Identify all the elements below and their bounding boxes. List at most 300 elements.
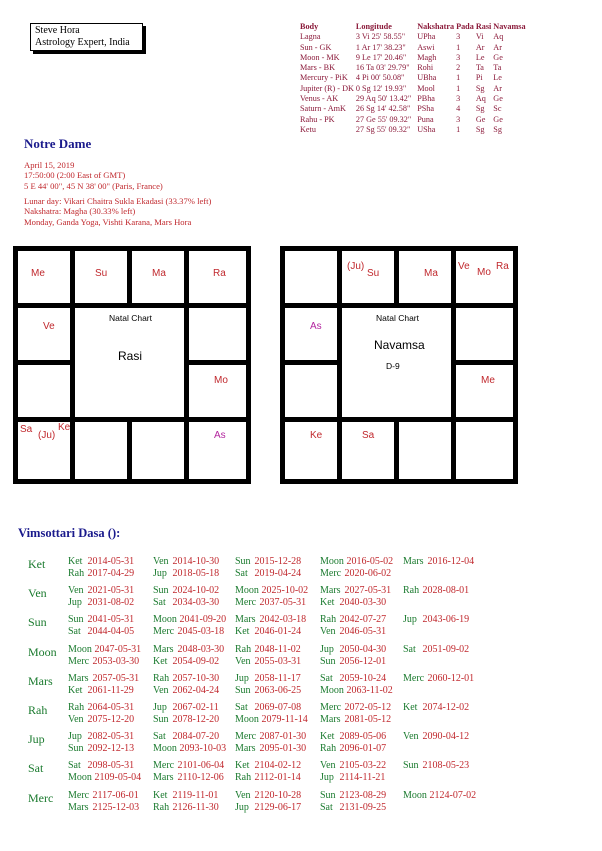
- dasa-sub-date: 2021-05-31: [87, 585, 135, 597]
- dasa-sub-date: 2061-11-29: [87, 684, 134, 696]
- navamsa-house-11: [285, 308, 337, 360]
- rasi-planet-sun: Su: [95, 268, 108, 279]
- dasa-sub-date: 2042-07-27: [339, 614, 387, 626]
- navamsa-chart-label: Natal Chart: [376, 313, 419, 323]
- panchang-details: [24, 196, 211, 227]
- dasa-sub-period: [235, 644, 301, 656]
- planet-cell: UPha: [417, 32, 436, 42]
- dasa-sub-planet: Sun: [68, 614, 84, 626]
- dasa-main-period: Ven: [28, 586, 47, 601]
- dasa-sub-planet: Ven: [320, 626, 336, 638]
- dasa-sub-date: 2019-04-24: [254, 568, 302, 579]
- dasa-main-period: Sat: [28, 761, 44, 776]
- dasa-sub-period: [320, 802, 386, 814]
- dasa-sub-planet: Sat: [320, 801, 333, 813]
- navamsa-house-6: [456, 422, 513, 479]
- dasa-sub-period: [235, 614, 306, 626]
- dasa-sub-date: 2014-05-31: [87, 556, 135, 567]
- dasa-sub-date: 2043-06-19: [422, 614, 470, 626]
- planet-cell: Sg: [475, 104, 485, 114]
- dasa-sub-period: [320, 656, 386, 668]
- dasa-sub-date: 2037-05-31: [259, 597, 307, 609]
- planet-cell: 16 Ta 03' 29.79": [355, 63, 410, 73]
- navamsa-house-1: [342, 251, 394, 303]
- dasa-sub-date: 2028-08-01: [422, 585, 470, 597]
- dasa-sub-planet: Moon: [235, 714, 259, 725]
- dasa-sub-planet: Moon: [68, 772, 92, 784]
- dasa-sub-period: [68, 802, 139, 814]
- dasa-sub-date: 2015-12-28: [254, 556, 302, 567]
- dasa-sub-planet: Sun: [235, 556, 251, 567]
- dasa-row: [28, 673, 588, 703]
- planet-cell: 27 Ge 55' 09.32": [355, 114, 412, 124]
- planet-cell: Jupiter (R) - DK: [300, 83, 354, 93]
- dasa-sub-planet: Merc: [320, 568, 342, 579]
- dasa-sub-date: 2104-02-12: [254, 760, 302, 772]
- dasa-sub-planet: Mars: [403, 556, 424, 567]
- dasa-sub-date: 2117-06-01: [92, 789, 139, 801]
- planet-cell: 29 Aq 50' 13.42": [355, 94, 412, 104]
- planet-row: [300, 73, 528, 83]
- rasi-house-10: [18, 365, 70, 417]
- dasa-sub-date: 2120-10-28: [254, 789, 302, 801]
- dasa-sub-period: [153, 772, 224, 784]
- dasa-sub-date: 2069-07-08: [254, 702, 302, 713]
- rasi-planet-saturn: Sa: [20, 424, 33, 435]
- dasa-sub-date: 2067-02-11: [172, 702, 219, 713]
- dasa-sub-date: 2025-10-02: [261, 585, 309, 597]
- dasa-sub-planet: Rah: [235, 772, 252, 784]
- dasa-sub-period: [235, 685, 301, 697]
- planet-cell: Ge: [493, 94, 503, 104]
- dasa-sub-planet: Rah: [235, 643, 252, 655]
- dasa-sub-date: 2075-12-20: [87, 714, 135, 725]
- dasa-sub-period: [320, 790, 386, 802]
- dasa-sub-date: 2098-05-31: [87, 760, 135, 772]
- author-box: [30, 23, 143, 51]
- dasa-sub-date: 2108-05-23: [422, 760, 470, 772]
- dasa-sub-date: 2119-11-01: [172, 789, 219, 801]
- navamsa-planet-sun: Su: [367, 268, 380, 279]
- dasa-sub-period: [153, 760, 224, 772]
- dasa-sub-period: [68, 556, 134, 568]
- rasi-house-7: [132, 422, 184, 479]
- dasa-sub-date: 2046-05-31: [339, 626, 387, 638]
- navamsa-house-9: [285, 422, 337, 479]
- navamsa-planet-moon: Mo: [477, 267, 491, 278]
- rasi-house-3: [189, 251, 246, 303]
- dasa-sub-period: [68, 673, 139, 685]
- navamsa-planet-venus: Ve: [458, 261, 470, 272]
- planet-cell: Le: [493, 73, 502, 83]
- dasa-sub-period: [320, 585, 391, 597]
- dasa-sub-date: 2062-04-24: [172, 684, 220, 696]
- dasa-sub-period: [403, 760, 469, 772]
- rasi-house-6: [189, 422, 246, 479]
- planet-cell: Sc: [493, 104, 502, 114]
- dasa-sub-date: 2096-01-07: [339, 743, 387, 755]
- dasa-main-period: Merc: [28, 790, 54, 805]
- dasa-sub-period: [403, 614, 469, 626]
- dasa-sub-period: [153, 614, 226, 626]
- dasa-sub-date: 2027-05-31: [344, 585, 392, 597]
- dasa-sub-period: [153, 743, 226, 755]
- dasa-sub-period: [68, 702, 134, 714]
- dasa-sub-period: [153, 568, 219, 580]
- dasa-sub-date: 2059-10-24: [339, 672, 387, 684]
- planet-cell: 3: [456, 94, 461, 104]
- dasa-sub-date: 2014-10-30: [172, 556, 220, 567]
- dasa-sub-date: 2087-01-30: [259, 731, 307, 743]
- dasa-sub-planet: Ket: [320, 597, 335, 609]
- planet-cell: Magh: [417, 52, 437, 62]
- lunar-day: Lunar day: Vikari Chaitra Sukla Ekadasi (33.37% left): [24, 196, 212, 206]
- rasi-ascendant: As: [214, 430, 226, 441]
- planet-cell: Sun - GK: [300, 42, 332, 52]
- dasa-sub-period: [235, 743, 306, 755]
- dasa-sub-date: 2060-12-01: [427, 672, 475, 684]
- dasa-sub-period: [320, 743, 386, 755]
- planet-col-header: Longitude: [355, 22, 392, 31]
- dasa-sub-period: [153, 597, 219, 609]
- dasa-sub-period: [403, 644, 469, 656]
- rasi-planet-rahu: Ra: [213, 268, 226, 279]
- rasi-planet-jupiter: (Ju): [38, 430, 56, 441]
- rasi-chart-name: Rasi: [118, 349, 143, 363]
- dasa-sub-planet: Mars: [235, 743, 256, 755]
- planet-cell: Sg: [475, 83, 485, 93]
- dasa-sub-planet: Sat: [320, 672, 333, 684]
- navamsa-planet-jupiter: (Ju): [347, 261, 365, 272]
- dasa-sub-date: 2125-12-03: [92, 801, 140, 813]
- planet-cell: 9 Le 17' 20.46": [355, 52, 407, 62]
- dasa-sub-period: [153, 685, 219, 697]
- dasa-sub-period: [153, 656, 219, 668]
- rasi-center: [75, 308, 184, 417]
- dasa-main-period: Mars: [28, 673, 53, 688]
- dasa-sub-date: 2024-10-02: [172, 585, 220, 597]
- dasa-sub-date: 2082-05-31: [87, 731, 135, 743]
- planet-cell: Venus - AK: [300, 94, 339, 104]
- dasa-sub-period: [153, 556, 219, 568]
- dasa-sub-planet: Ven: [153, 684, 169, 696]
- dasa-sub-date: 2072-05-12: [344, 702, 392, 713]
- dasa-sub-date: 2063-06-25: [254, 684, 302, 696]
- dasa-sub-period: [403, 556, 474, 568]
- dasa-sub-planet: Mars: [235, 614, 256, 626]
- planet-cell: Moon - MK: [300, 52, 340, 62]
- dasa-sub-date: 2041-09-20: [179, 614, 227, 626]
- dasa-sub-date: 2018-05-18: [172, 568, 220, 579]
- dasa-sub-period: [68, 614, 134, 626]
- rasi-house-9: [18, 422, 70, 479]
- planet-cell: Ar: [493, 42, 502, 52]
- rasi-house-1: [75, 251, 127, 303]
- dasa-sub-planet: Ven: [153, 556, 169, 567]
- planet-cell: 1: [456, 83, 461, 93]
- dasa-sub-period: [320, 626, 386, 638]
- dasa-sub-period: [320, 556, 393, 568]
- dasa-sub-period: [153, 644, 224, 656]
- navamsa-planet-mars: Ma: [424, 268, 438, 279]
- dasa-sub-period: [320, 568, 391, 580]
- dasa-sub-planet: Ket: [235, 760, 250, 772]
- navamsa-house-10: [285, 365, 337, 417]
- dasa-sub-period: [320, 673, 386, 685]
- dasa-sub-period: [320, 685, 393, 697]
- dasa-row: [28, 556, 588, 586]
- planet-row: [300, 115, 528, 125]
- dasa-sub-planet: Sat: [68, 760, 81, 772]
- dasa-sub-planet: Merc: [235, 731, 257, 743]
- dasa-sub-date: 2095-01-30: [259, 743, 307, 755]
- dasa-sub-date: 2016-05-02: [346, 556, 394, 567]
- dasa-sub-planet: Ven: [320, 760, 336, 772]
- planet-table: [300, 22, 528, 135]
- navamsa-house-5: [456, 365, 513, 417]
- author-title: Astrology Expert, India: [35, 37, 130, 48]
- planet-table-body: [300, 32, 528, 135]
- dasa-main-period: Jup: [28, 732, 45, 747]
- dasa-sub-date: 2045-03-18: [177, 626, 225, 638]
- birth-details: [24, 160, 163, 191]
- planet-row: [300, 32, 528, 42]
- dasa-sub-period: [153, 702, 219, 714]
- dasa-sub-date: 2090-04-12: [422, 731, 470, 743]
- dasa-sub-planet: Ket: [320, 731, 335, 743]
- dasa-sub-date: 2131-09-25: [339, 801, 387, 813]
- dasa-sub-period: [235, 714, 308, 726]
- dasa-sub-date: 2110-12-06: [177, 772, 224, 784]
- dasa-row: [28, 702, 588, 732]
- dasa-sub-date: 2031-08-02: [87, 597, 135, 609]
- dasa-sub-planet: Merc: [320, 702, 342, 713]
- dasa-sub-date: 2020-06-02: [344, 568, 392, 579]
- planet-cell: 27 Sg 55' 09.32": [355, 124, 411, 134]
- dasa-sub-date: 2016-12-04: [427, 556, 475, 567]
- dasa-sub-planet: Merc: [153, 626, 175, 638]
- dasa-sub-planet: Ket: [153, 655, 168, 667]
- planet-cell: UBha: [417, 73, 437, 83]
- dasa-sub-period: [235, 760, 301, 772]
- dasa-sub-date: 2081-05-12: [344, 714, 392, 725]
- dasa-sub-period: [320, 614, 386, 626]
- planet-row: [300, 63, 528, 73]
- navamsa-house-2: [399, 251, 451, 303]
- dasa-sub-planet: Mars: [153, 643, 174, 655]
- dasa-sub-planet: Sat: [235, 568, 248, 579]
- navamsa-planet-rahu: Ra: [496, 261, 509, 272]
- dasa-sub-period: [153, 714, 219, 726]
- dasa-sub-planet: Rah: [320, 614, 337, 626]
- dasa-sub-period: [235, 556, 301, 568]
- dasa-sub-date: 2048-03-30: [177, 643, 225, 655]
- planet-cell: Aq: [493, 32, 504, 42]
- dasa-sub-date: 2047-05-31: [94, 643, 142, 655]
- dasa-main-period: Moon: [28, 644, 57, 659]
- dasa-sub-date: 2054-09-02: [172, 655, 220, 667]
- dasa-sub-period: [320, 772, 385, 784]
- dasa-sub-date: 2124-07-02: [429, 789, 477, 801]
- navamsa-house-4: [456, 308, 513, 360]
- dasa-sub-date: 2063-11-02: [346, 684, 393, 696]
- rasi-planet-ketu: Ke: [58, 422, 71, 433]
- dasa-sub-planet: Merc: [68, 655, 90, 667]
- planet-cell: Aswi: [417, 42, 435, 52]
- dasa-sub-period: [153, 802, 219, 814]
- dasa-sub-planet: Ket: [403, 702, 418, 713]
- dasa-sub-date: 2079-11-14: [261, 714, 308, 725]
- dasa-sub-period: [235, 626, 301, 638]
- dasa-sub-date: 2053-03-30: [92, 655, 140, 667]
- dasa-sub-planet: Ket: [235, 626, 250, 638]
- planet-cell: 2: [456, 63, 461, 73]
- navamsa-house-12: [285, 251, 337, 303]
- planet-cell: Ta: [475, 63, 484, 73]
- dasa-sub-planet: Moon: [320, 684, 344, 696]
- planet-cell: 3: [456, 32, 461, 42]
- dasa-sub-period: [320, 644, 386, 656]
- dasa-sub-period: [235, 772, 301, 784]
- rasi-planet-mercury: Me: [31, 268, 45, 279]
- navamsa-house-8: [342, 422, 394, 479]
- planet-cell: PBha: [417, 94, 435, 104]
- planet-row: [300, 125, 528, 135]
- dasa-sub-period: [320, 714, 391, 726]
- dasa-sub-period: [68, 597, 134, 609]
- dasa-sub-period: [403, 585, 469, 597]
- dasa-sub-period: [403, 673, 474, 685]
- planet-cell: Mars - BK: [300, 63, 336, 73]
- dasa-sub-planet: Ket: [68, 556, 83, 567]
- dasa-sub-planet: Moon: [320, 556, 344, 567]
- dasa-title: Vimsottari Dasa ():: [18, 526, 121, 540]
- planet-cell: Ge: [493, 52, 503, 62]
- dasa-main-period: Ket: [28, 557, 46, 571]
- navamsa-chart-name: Navamsa: [374, 338, 425, 352]
- dasa-sub-date: 2112-01-14: [254, 772, 301, 784]
- planet-cell: PSha: [417, 104, 435, 114]
- planet-cell: 3: [456, 52, 461, 62]
- dasa-sub-planet: Sat: [235, 702, 248, 713]
- rasi-chart-label: Natal Chart: [109, 313, 152, 323]
- dasa-sub-date: 2089-05-06: [339, 731, 387, 743]
- dasa-main-period: Rah: [28, 703, 48, 717]
- dasa-sub-planet: Jup: [153, 568, 167, 579]
- dasa-sub-period: [235, 790, 301, 802]
- navamsa-house-3: [456, 251, 513, 303]
- dasa-sub-planet: Jup: [153, 702, 167, 713]
- nakshatra-info: Nakshatra: Magha (30.33% left): [24, 206, 136, 217]
- dasa-sub-planet: Merc: [153, 760, 175, 772]
- dasa-sub-planet: Jup: [403, 614, 417, 626]
- dasa-sub-period: [320, 731, 386, 743]
- birth-date: April 15, 2019: [24, 160, 75, 170]
- navamsa-planet-mercury: Me: [481, 375, 495, 386]
- planet-row: [300, 84, 528, 94]
- dasa-sub-period: [235, 702, 301, 714]
- planet-cell: USha: [417, 124, 436, 134]
- planet-cell: Ta: [493, 63, 502, 73]
- dasa-sub-period: [153, 731, 219, 743]
- dasa-sub-planet: Ven: [235, 655, 251, 667]
- rasi-house-5: [189, 365, 246, 417]
- rasi-house-11: [18, 308, 70, 360]
- dasa-sub-date: 2034-03-30: [172, 597, 220, 609]
- dasa-sub-period: [68, 585, 134, 597]
- planet-cell: Le: [475, 52, 485, 62]
- dasa-sub-date: 2048-11-02: [254, 643, 301, 655]
- dasa-sub-date: 2105-03-22: [339, 760, 387, 772]
- dasa-sub-period: [320, 702, 391, 714]
- rasi-house-4: [189, 308, 246, 360]
- dasa-sub-date: 2051-09-02: [422, 643, 470, 655]
- dasa-sub-planet: Ket: [153, 789, 168, 801]
- planet-cell: Sg: [475, 124, 485, 134]
- dasa-sub-period: [235, 731, 306, 743]
- dasa-sub-planet: Sun: [153, 585, 169, 597]
- dasa-sub-date: 2064-05-31: [87, 702, 135, 713]
- dasa-sub-planet: Ven: [403, 731, 419, 743]
- planet-row: [300, 104, 528, 114]
- planet-cell: 0 Sg 12' 19.93": [355, 83, 407, 93]
- dasa-sub-planet: Sun: [153, 714, 169, 725]
- dasa-sub-planet: Jup: [68, 731, 82, 743]
- planet-cell: 1: [456, 73, 461, 83]
- rasi-house-2: [132, 251, 184, 303]
- chart-title: Notre Dame: [24, 136, 92, 151]
- dasa-sub-planet: Rah: [403, 585, 420, 597]
- dasa-sub-planet: Mars: [320, 585, 341, 597]
- planet-cell: Ge: [493, 114, 503, 124]
- dasa-row: [28, 790, 588, 820]
- planet-row: [300, 43, 528, 53]
- dasa-sub-period: [153, 585, 219, 597]
- dasa-sub-planet: Jup: [320, 643, 334, 655]
- rasi-planet-mars: Ma: [152, 268, 166, 279]
- planet-col-header: Body: [300, 22, 319, 31]
- dasa-sub-period: [68, 743, 134, 755]
- planet-cell: 26 Sg 14' 42.58": [355, 104, 411, 114]
- planet-cell: Aq: [475, 94, 486, 104]
- dasa-sub-planet: Rah: [153, 672, 170, 684]
- birth-place: 5 E 44' 00", 45 N 38' 00" (Paris, France): [24, 180, 163, 191]
- dasa-sub-period: [68, 790, 139, 802]
- planet-row: [300, 94, 528, 104]
- weekday-info: Monday, Ganda Yoga, Vishti Karana, Mars Hora: [24, 216, 192, 227]
- dasa-sub-planet: Sun: [403, 760, 419, 772]
- dasa-sub-planet: Mars: [320, 714, 341, 725]
- dasa-sub-planet: Rah: [153, 801, 170, 813]
- dasa-sub-date: 2058-11-17: [254, 672, 301, 684]
- dasa-sub-date: 2041-05-31: [87, 614, 135, 626]
- dasa-sub-period: [235, 656, 301, 668]
- dasa-sub-date: 2078-12-20: [172, 714, 220, 725]
- dasa-sub-planet: Moon: [235, 585, 259, 597]
- dasa-sub-period: [235, 597, 306, 609]
- navamsa-chart-sub: D-9: [386, 361, 400, 371]
- dasa-sub-period: [153, 790, 218, 802]
- navamsa-planet-saturn: Sa: [362, 430, 375, 441]
- dasa-sub-period: [68, 772, 141, 784]
- dasa-sub-planet: Ven: [68, 714, 84, 725]
- rasi-house-12: [18, 251, 70, 303]
- planet-col-header: Navamsa: [493, 22, 526, 31]
- navamsa-chart: [280, 246, 518, 484]
- planet-cell: 4 Pi 00' 50.08": [355, 73, 405, 83]
- dasa-sub-date: 2129-06-17: [254, 801, 302, 813]
- planet-col-header: Pada: [456, 22, 474, 31]
